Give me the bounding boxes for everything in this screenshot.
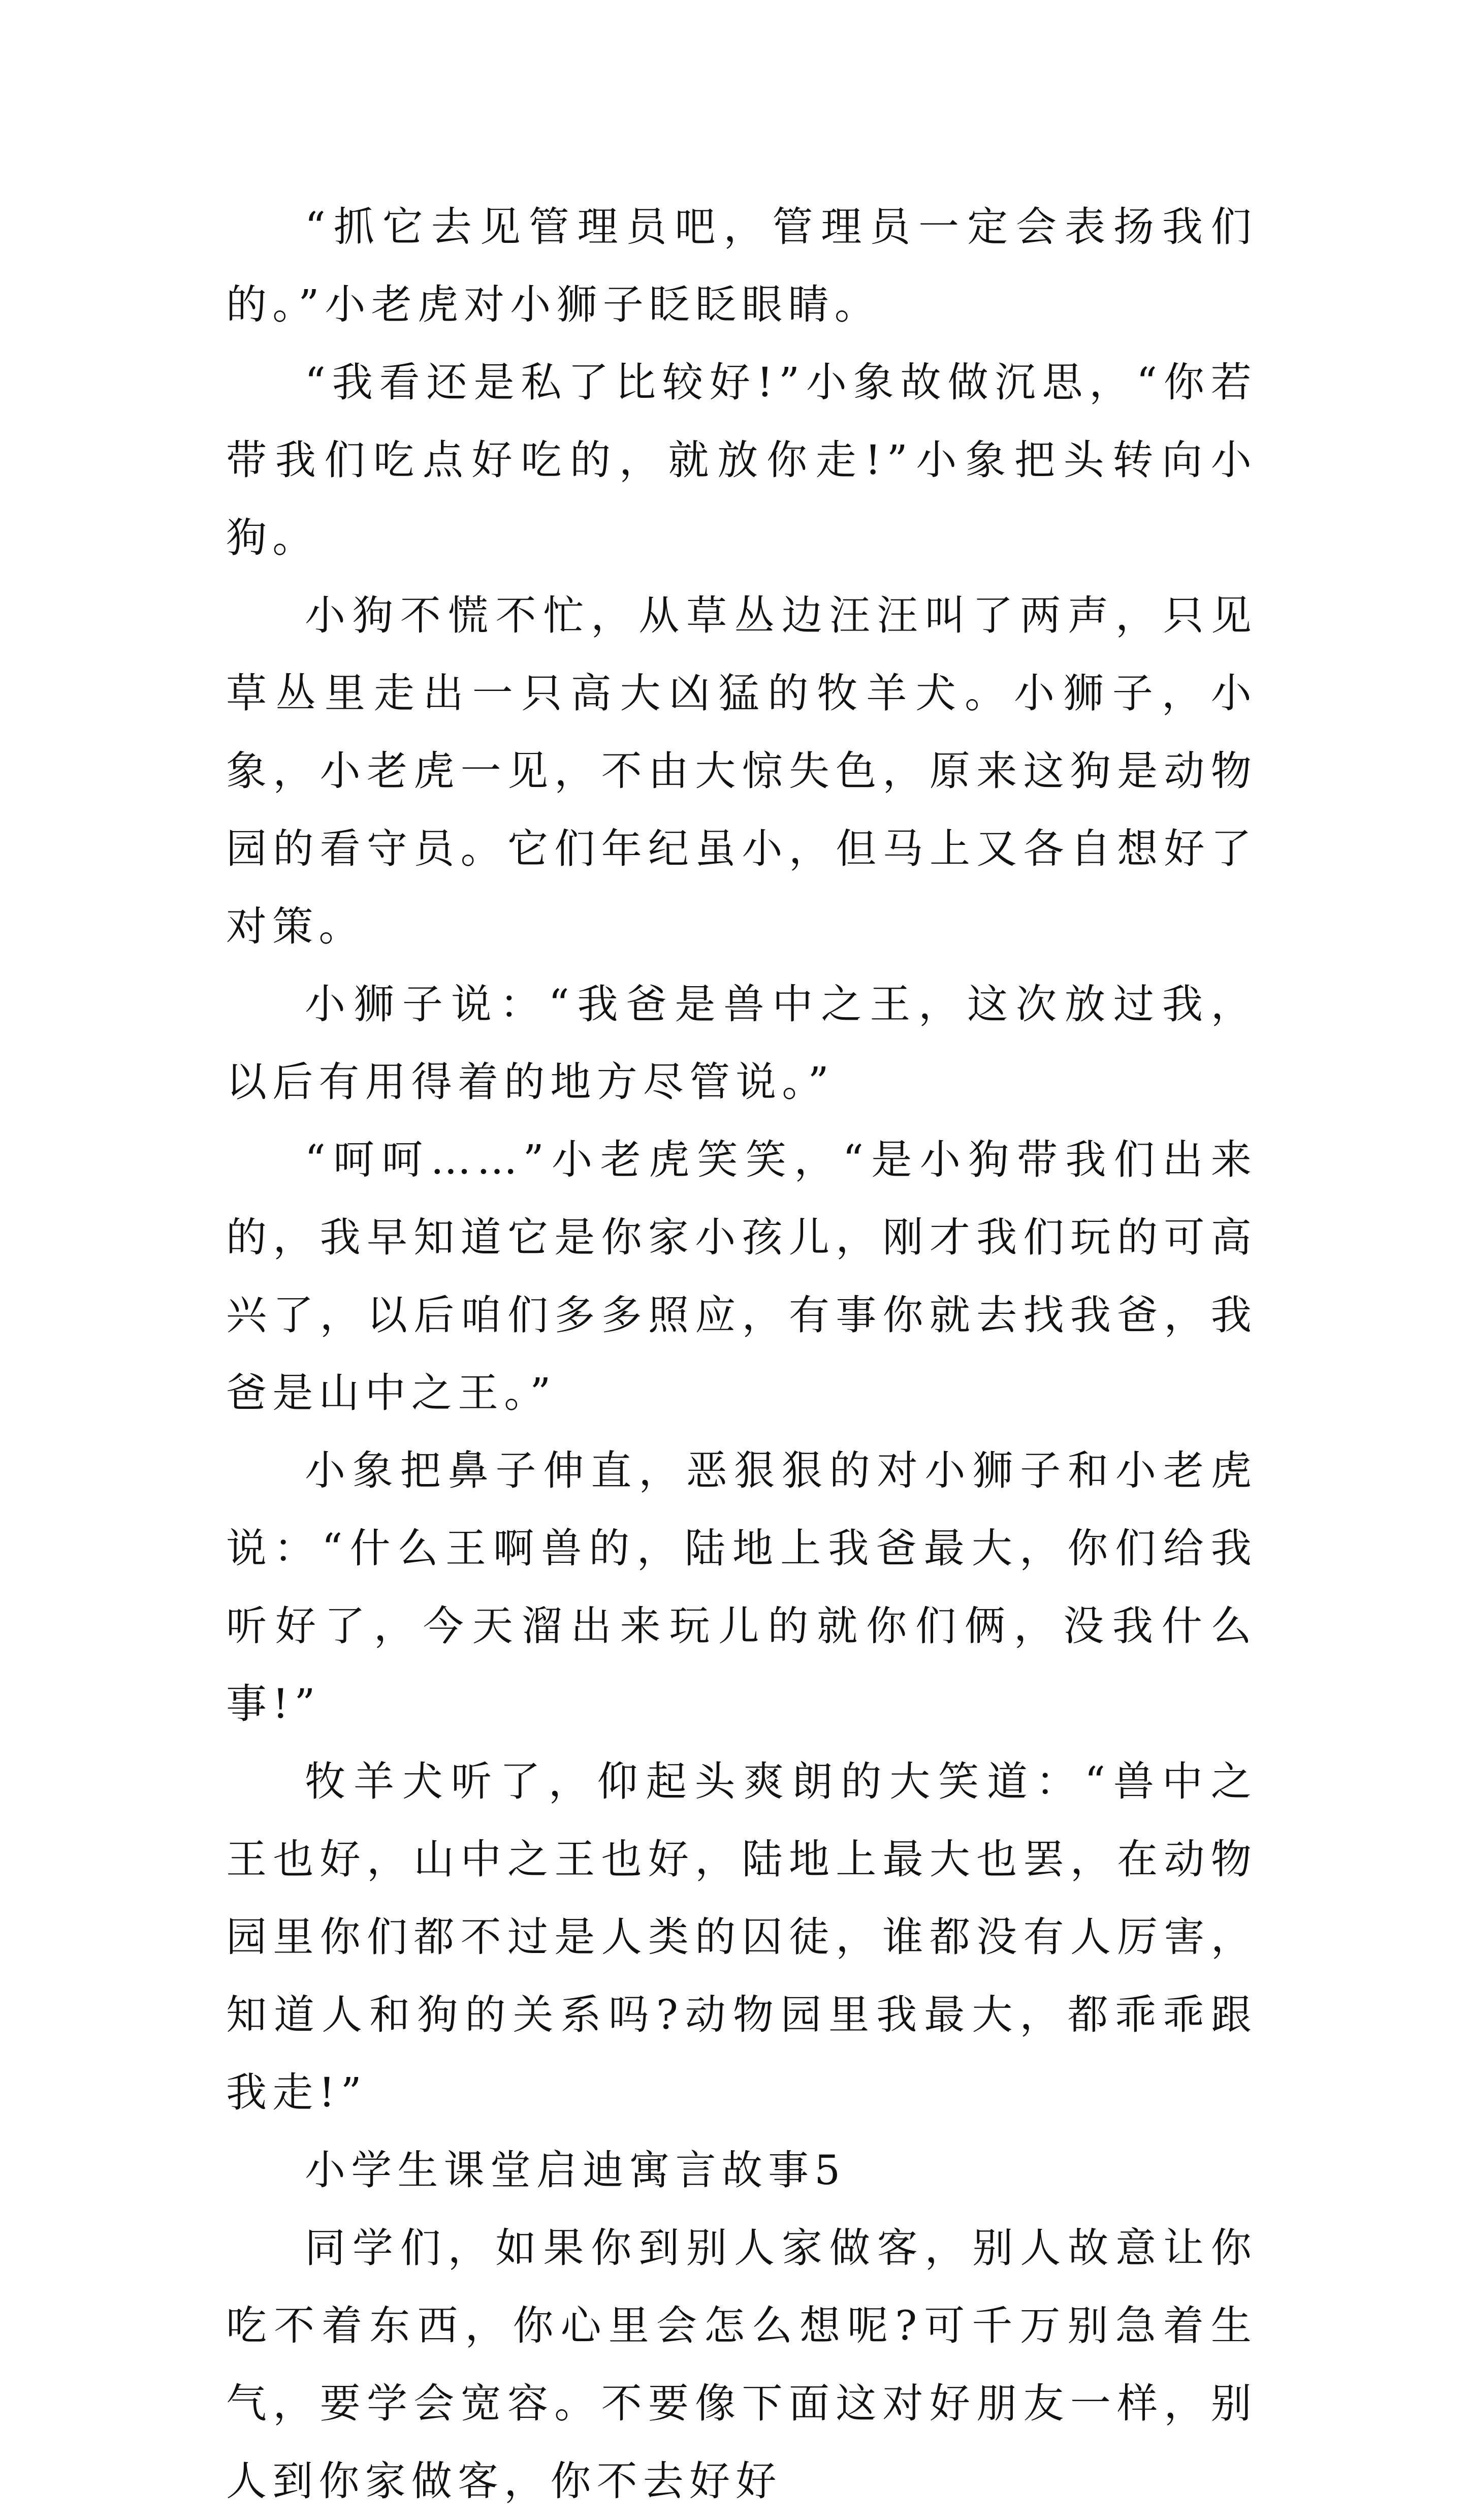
- paragraph-3: 小狗不慌不忙，从草丛边汪汪叫了两声，只见草丛里走出一只高大凶猛的牧羊犬。小狮子，小象，小老虎一见，不由大惊失色，原来这狗是动物园的看守员。它们年纪虽小，但马上又各自想好了对策。: [226, 592, 1257, 950]
- paragraph-1: “抓它去见管理员吧，管理员一定会表扬我们的。”小老虎对小狮子眨眨眼睛。: [226, 203, 1257, 328]
- paragraph-7: 牧羊犬听了，仰起头爽朗的大笑道：“兽中之王也好，山中之王也好，陆地上最大也罢，在动物园里你们都不过是人类的囚徒，谁都没有人厉害，知道人和狗的关系吗?动物园里我最大，都乖乖跟我走!”: [226, 1758, 1257, 2116]
- paragraph-8: 同学们，如果你到别人家做客，别人故意让你吃不着东西，你心里会怎么想呢?可千万别急着生气，要学会宽容。不要像下面这对好朋友一样，别人到你家做客，你不去好好: [226, 2224, 1257, 2505]
- paragraph-5: “呵呵……”小老虎笑笑，“是小狗带我们出来的，我早知道它是你家小孩儿，刚才我们玩的可高兴了，以后咱们多多照应，有事你就去找我爸，我爸是山中之王。”: [226, 1136, 1257, 1416]
- paragraph-2: “我看还是私了比较好!”小象故做沉思，“你若带我们吃点好吃的，就放你走!”小象把头转向小狗。: [226, 359, 1257, 561]
- paragraph-6: 小象把鼻子伸直，恶狠狠的对小狮子和小老虎说：“什么王啊兽的，陆地上我爸最大，你们给我听好了，今天溜出来玩儿的就你们俩，没我什么事!”: [226, 1447, 1257, 1727]
- section-heading: 小学生课堂启迪寓言故事5: [305, 2147, 846, 2194]
- document-body: [226, 188, 1257, 2520]
- paragraph-4: 小狮子说：“我爸是兽中之王，这次放过我，以后有用得着的地方尽管说。”: [226, 981, 1257, 1106]
